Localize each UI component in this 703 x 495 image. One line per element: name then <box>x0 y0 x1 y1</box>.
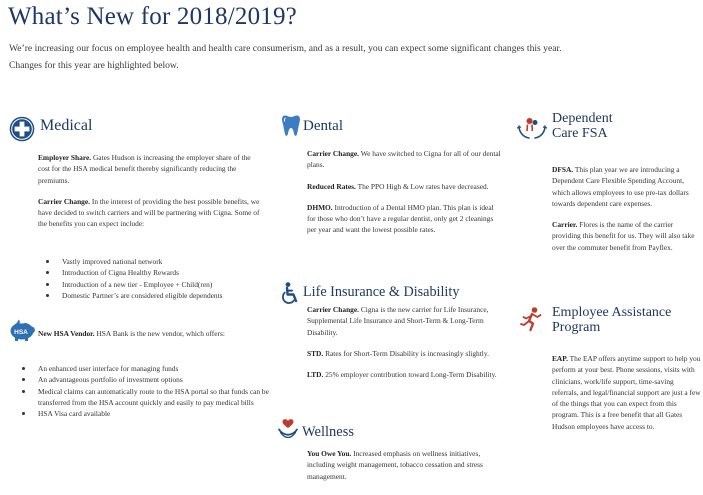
tooth-icon <box>281 114 301 138</box>
wheelchair-icon <box>281 282 301 304</box>
medical-benefit-list <box>40 256 280 301</box>
list-item: Domestic Partner’s are considered eligible dependents <box>40 290 280 301</box>
dental-reduced-rates: Reduced Rates. The PPO High & Low rates have decreased. <box>307 181 489 191</box>
heart-hand-icon <box>277 417 299 439</box>
dental-carrier-change: Carrier Change. We have switched to Cigna for all of our dental plans. <box>307 149 501 170</box>
list-item: Vastly improved national network <box>40 256 280 267</box>
medical-carrier-change: Carrier Change. In the interest of providing the best possible benefits, we have decided to switch carriers and will be partnering with Cigna. Some of the benefits you can expect include: <box>38 196 260 229</box>
list-item: Introduction of a new tier - Employee + Child(ren) <box>40 279 280 290</box>
piggy-bank-icon <box>7 318 37 342</box>
list-item: Medical claims can automatically route to the HSA portal so that funds can be transferred from the HSA account quickly and easily to pay medical bills <box>16 386 286 409</box>
caring-hands-icon <box>516 115 548 141</box>
list-item: Introduction of Cigna Healthy Rewards <box>40 267 280 278</box>
list-item: An enhanced user interface for managing funds <box>16 363 286 374</box>
dfsa-body <box>552 164 700 253</box>
medical-body <box>38 152 260 230</box>
medical-cross-icon <box>9 116 35 142</box>
eap-description: EAP. The EAP offers anytime support to help you perform at your best. Phone sessions, visits with clinicians, work/life support, time-saving referrals, and legal/financial support are just a few of the things that you can expect from this program. This is a free benefit that all Gates Hudson employees have access to. <box>552 354 701 431</box>
life-carrier-change: Carrier Change. Cigna is the new carrier for Life Insurance, Supplemental Life Insurance and Short-Term & Long-Term Disability. <box>307 305 489 337</box>
life-std: STD. Rates for Short-Term Disability is increasingly slightly. <box>307 348 489 358</box>
eap-body <box>552 353 702 432</box>
intro-line: We’re increasing our focus on employee health and health care consumerism, and as a result, you can expect some significant changes this year. <box>9 43 562 54</box>
dfsa-title <box>552 112 613 141</box>
running-person-icon <box>519 306 545 332</box>
medical-title: Medical <box>40 117 93 134</box>
eap-title-line: Program <box>552 319 601 335</box>
dental-dhmo: DHMO. Introduction of a Dental HMO plan. This plan is ideal for those who don’t have a regular dentist, only get 2 cleanings per year and want the lowest possible rates. <box>307 202 494 235</box>
dfsa-title-line: Dependent <box>552 111 613 126</box>
hsa-feature-list <box>16 363 286 419</box>
list-item: An advantageous portfolio of investment options <box>16 374 286 385</box>
wellness-title: Wellness <box>302 424 354 440</box>
medical-employer-share: Employer Share. Gates Hudson is increasing the employer share of the cost for the HSA medical benefit thereby significantly reducing the premiums. <box>38 153 251 185</box>
dental-body <box>307 148 504 236</box>
intro-line: Changes for this year are highlighted below. <box>9 60 179 71</box>
life-title: Life Insurance & Disability <box>303 284 460 300</box>
dental-title: Dental <box>303 118 343 134</box>
life-ltd: LTD. 25% employer contribution toward Long-Term Disability. <box>307 370 497 380</box>
wellness-you-owe-you: You Owe You. Increased emphasis on wellness initiatives, including weight management, tobacco cessation and stress management. <box>307 449 483 481</box>
eap-title <box>552 306 671 335</box>
intro-text <box>9 40 699 74</box>
page-title: What’s New for 2018/2019? <box>8 3 297 30</box>
wellness-body <box>307 448 507 482</box>
dfsa-description: DFSA. This plan year we are introducing a Dependent Care Flexible Spending Account, which allows employees to use pre-tax dollars towards dependent care expenses. <box>552 165 689 208</box>
list-item: HSA Visa card available <box>16 408 286 419</box>
hsa-icon-label: HSA <box>14 329 28 336</box>
life-body <box>307 304 503 380</box>
dfsa-carrier: Carrier. Flores is the name of the carrier providing this benefit for us. They will also take over the commuter benefit from Payflex. <box>552 220 695 252</box>
dfsa-title-line: Care FSA <box>552 125 608 141</box>
hsa-vendor: New HSA Vendor. HSA Bank is the new vendor, which offers: <box>38 329 225 338</box>
eap-title-line: Employee Assistance <box>552 305 672 320</box>
hsa-body <box>38 328 260 339</box>
